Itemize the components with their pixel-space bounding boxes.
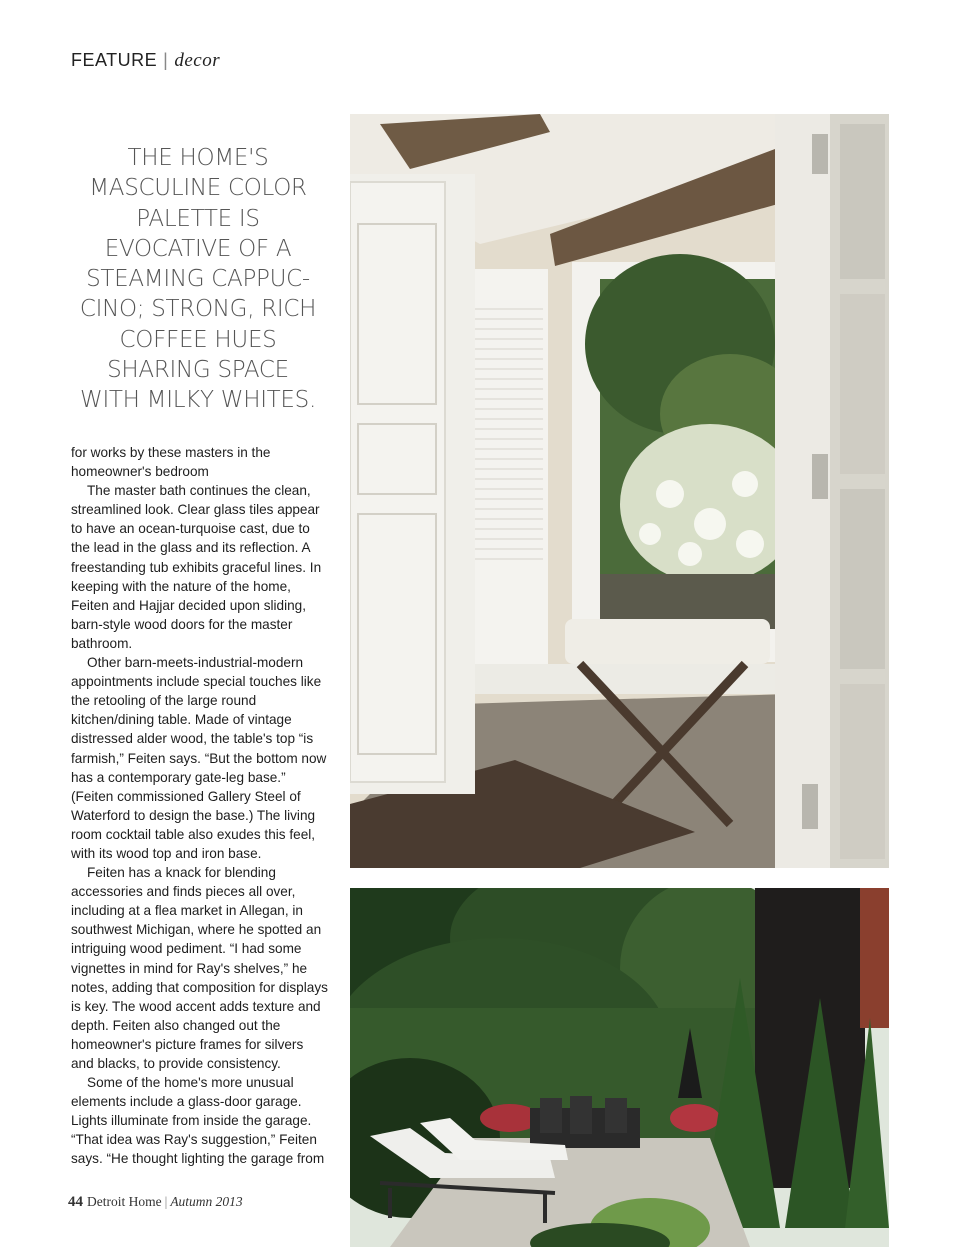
- pull-quote-line: PALETTE IS: [136, 205, 260, 232]
- interior-sunroom-photo: [350, 114, 889, 868]
- article-paragraph: The master bath continues the clean, streamlined look. Clear glass tiles appear to have an ocean-turquoise cast, due to the lead in the glass and its reflection. A freestanding tub exhibits graceful lines. In keeping with the nature of the home, Feiten and Hajjar decided upon sliding, barn-style wood doors for the master bathroom.: [71, 483, 322, 651]
- issue-label: Autumn 2013: [170, 1194, 243, 1209]
- article-paragraph: Other barn-meets-industrial-modern appointments include special touches like the retooling of the large round kitchen/dining table. Made of vintage distressed alder wood, the table's top “is farmish,” Feiten says. “But the bottom now has a contemporary gate-leg base.” (Feiten commissioned Gallery Steel of Waterford to design the base.) The living room cocktail table also exudes this feel, with its wood top and iron base.: [71, 655, 327, 861]
- footer-separator: |: [164, 1194, 168, 1209]
- pull-quote-line: SHARING SPACE: [107, 357, 289, 384]
- pull-quote-line: WITH MILKY WHITES.: [80, 387, 316, 414]
- subsection-label: decor: [174, 50, 221, 71]
- magazine-name: Detroit Home: [87, 1194, 162, 1209]
- article-paragraph: for works by these masters in the homeowner's bedroom: [71, 445, 271, 480]
- garden-patio-photo: [350, 888, 889, 1247]
- pull-quote-line: CINO; STRONG, RICH: [79, 296, 317, 323]
- section-separator: |: [163, 50, 169, 70]
- article-paragraph: Feiten has a knack for blending accessories and finds pieces all over, including at a flea market in Allegan, in southwest Michigan, where he spotted an intriguing wood pediment. “I had some vignettes in mind for Ray's shelves,” he notes, adding that composition for displays is key. The wood accent adds texture and depth. Feiten also changed out the homeowner's picture frames for silvers and blacks, to provide consistency.: [71, 865, 328, 1071]
- article-body: [71, 443, 329, 1169]
- pull-quote-line: EVOCATIVE OF A: [104, 235, 292, 262]
- pull-quote-line: COFFEE HUES: [119, 326, 277, 353]
- section-header: [71, 50, 220, 72]
- article-paragraph: Some of the home's more unusual elements include a glass-door garage. Lights illuminate from inside the garage. “That idea was Ray's suggestion,” Feiten says. “He thought lighting the garage from: [71, 1075, 325, 1167]
- page-number: 44: [68, 1194, 83, 1210]
- pull-quote-line: THE HOME'S: [127, 145, 269, 171]
- section-label: FEATURE: [71, 50, 158, 70]
- page-footer: [68, 1194, 243, 1211]
- pull-quote: [70, 143, 326, 416]
- pull-quote-line: STEAMING CAPPUC-: [86, 266, 310, 293]
- pull-quote-line: MASCULINE COLOR: [89, 175, 307, 202]
